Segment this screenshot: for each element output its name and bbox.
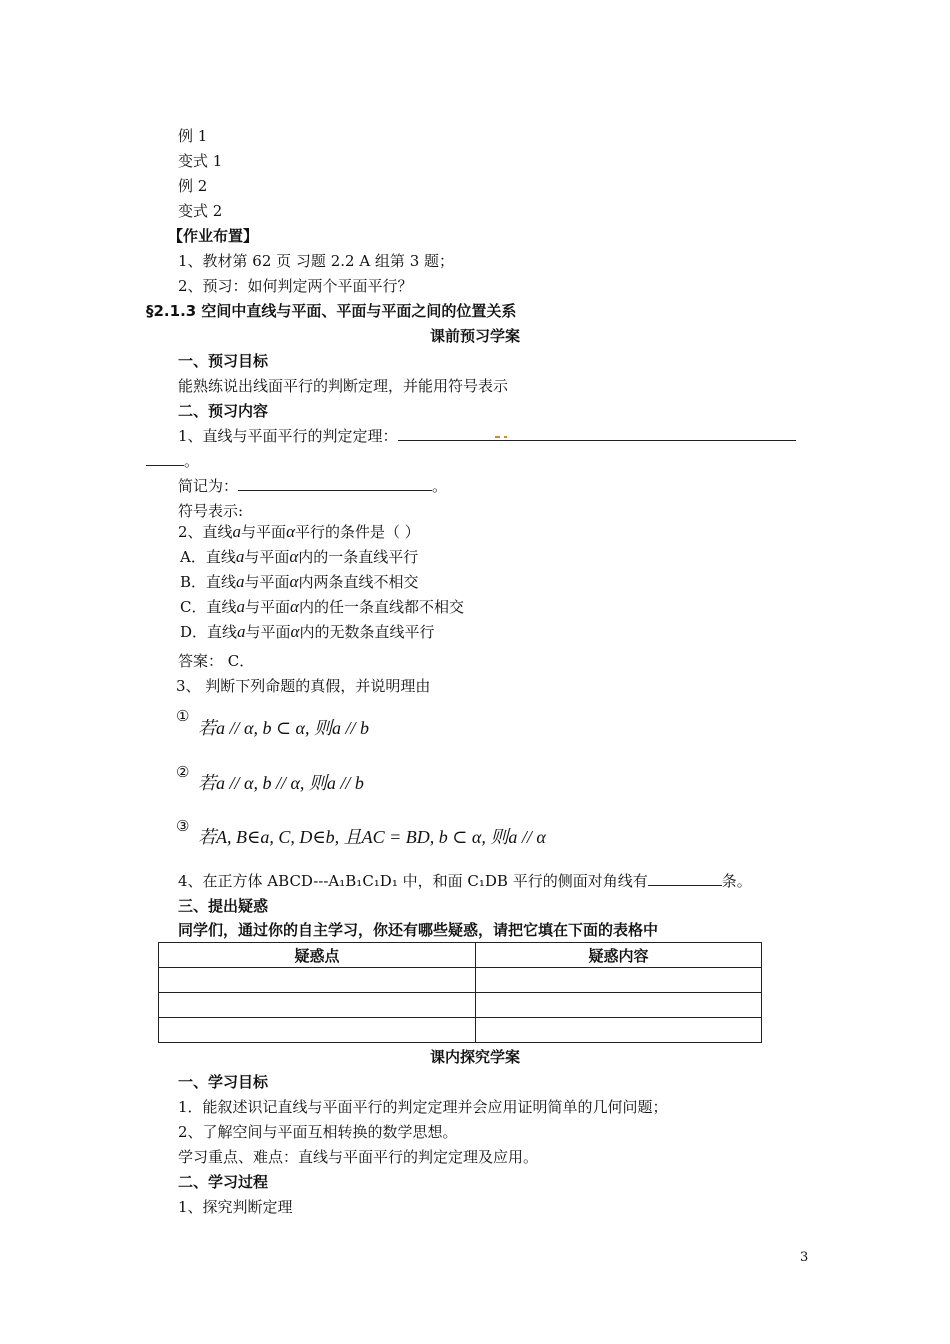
option-d-tail: 内的无数条直线平行 — [299, 623, 435, 641]
table-header-row — [159, 943, 762, 968]
preview-goal-heading: 一、预习目标 — [178, 352, 269, 370]
option-a — [180, 547, 418, 567]
var-alpha: α — [290, 622, 300, 641]
option-c-tail: 内的任一条直线都不相交 — [298, 598, 464, 616]
table-header-doubt-point: 疑惑点 — [159, 943, 476, 968]
var-alpha: α — [289, 572, 299, 591]
example-1: 例 1 — [178, 127, 208, 145]
table-cell[interactable] — [159, 1018, 476, 1043]
homework-item-2: 2、预习：如何判定两个平面平行？ — [178, 277, 413, 295]
answer-line: 答案： C． — [178, 652, 255, 670]
preview-goal-text: 能熟练说出线面平行的判断定理，并能用符号表示 — [178, 377, 509, 395]
proposition-1-formula: 若a // α, b ⊂ α, 则a // b — [198, 718, 369, 738]
option-d — [180, 622, 435, 642]
option-a-tail: 内的一条直线平行 — [298, 548, 419, 566]
question-1 — [178, 426, 796, 446]
answer-blank[interactable] — [146, 451, 184, 466]
q2-part-a: 2、直线 — [178, 523, 233, 541]
option-c-label: C．直线 — [180, 598, 237, 616]
var-a: a — [236, 597, 245, 616]
circled-number-3: ③ — [176, 817, 190, 835]
table-cell[interactable] — [159, 968, 476, 993]
memo-end: 。 — [432, 477, 448, 495]
table-cell[interactable] — [476, 968, 762, 993]
question-3: 3、 判断下列命题的真假，并说明理由 — [176, 677, 431, 695]
table-row — [159, 993, 762, 1018]
learning-process-item-1: 1、探究判断定理 — [178, 1198, 293, 1216]
option-mid: 与平面 — [244, 598, 290, 616]
answer-blank[interactable] — [512, 426, 796, 441]
page-number: 3 — [800, 1250, 809, 1265]
inclass-title: 课内探究学案 — [429, 1048, 520, 1066]
variant-2: 变式 2 — [178, 202, 223, 220]
key-points: 学习重点、难点：直线与平面平行的判定定理及应用。 — [178, 1148, 539, 1166]
option-mid: 与平面 — [244, 573, 290, 591]
learning-goals-heading: 一、学习目标 — [178, 1073, 269, 1091]
var-a: a — [235, 547, 245, 566]
var-a: a — [237, 622, 246, 641]
blank-marks — [492, 426, 512, 441]
question-4-end: 条。 — [721, 872, 752, 890]
circled-number-2: ② — [176, 763, 190, 781]
option-c — [180, 597, 464, 617]
learning-process-heading: 二、学习过程 — [178, 1173, 269, 1191]
question-2 — [178, 522, 420, 542]
table-cell[interactable] — [476, 993, 762, 1018]
homework-item-1: 1、教材第 62 页 习题 2.2 A 组第 3 题； — [178, 252, 455, 270]
doubts-heading: 三、提出疑惑 — [178, 897, 269, 915]
doubts-intro: 同学们，通过你的自主学习，你还有哪些疑惑，请把它填在下面的表格中 — [178, 921, 659, 939]
homework-heading: 【作业布置】 — [168, 227, 259, 245]
table-row — [159, 1018, 762, 1043]
var-a: a — [236, 572, 245, 591]
variant-1: 变式 1 — [178, 152, 223, 170]
proposition-1 — [176, 706, 189, 726]
var-a: a — [232, 522, 242, 541]
option-b-tail: 内两条直线不相交 — [298, 573, 419, 591]
q2-part-c: 平行的条件是（ ） — [295, 523, 420, 541]
proposition-2 — [176, 762, 189, 782]
option-b-label: B．直线 — [180, 573, 237, 591]
option-mid: 与平面 — [245, 623, 291, 641]
question-1-continuation — [146, 451, 199, 471]
section-title: §2.1.3 空间中直线与平面、平面与平面之间的位置关系 — [146, 302, 517, 320]
memo-line — [178, 476, 447, 496]
table-header-doubt-content: 疑惑内容 — [476, 943, 762, 968]
doubts-table — [158, 942, 762, 1043]
answer-blank[interactable] — [398, 426, 492, 441]
option-a-label: A．直线 — [180, 548, 236, 566]
learning-goal-2: 2、了解空间与平面互相转换的数学思想。 — [178, 1123, 458, 1141]
question-1-prefix: 1、直线与平面平行的判定定理： — [178, 427, 398, 445]
question-1-end: 。 — [184, 452, 200, 470]
question-4 — [178, 871, 752, 891]
option-b — [180, 572, 419, 592]
preview-title: 课前预习学案 — [429, 327, 520, 345]
example-2: 例 2 — [178, 177, 208, 195]
preview-content-heading: 二、预习内容 — [178, 402, 269, 420]
circled-number-1: ① — [176, 707, 190, 725]
proposition-2-formula: 若a // α, b // α, 则a // b — [198, 773, 364, 793]
option-mid: 与平面 — [244, 548, 290, 566]
question-4-prefix: 4、在正方体 ABCD---A₁B₁C₁D₁ 中，和面 C₁DB 平行的侧面对角线有 — [178, 872, 648, 890]
table-row — [159, 968, 762, 993]
answer-blank[interactable] — [648, 871, 722, 886]
option-d-label: D．直线 — [180, 623, 238, 641]
learning-goal-1: 1．能叙述识记直线与平面平行的判定定理并会应用证明简单的几何问题； — [178, 1098, 668, 1116]
table-cell[interactable] — [476, 1018, 762, 1043]
symbol-line: 符号表示: — [178, 502, 244, 520]
var-alpha: α — [286, 522, 295, 541]
table-cell[interactable] — [159, 993, 476, 1018]
var-alpha: α — [289, 547, 299, 566]
var-alpha: α — [290, 597, 299, 616]
proposition-3-formula: 若A, B∈a, C, D∈b, 且AC = BD, b ⊂ α, 则a // α — [198, 827, 546, 847]
memo-prefix: 简记为： — [178, 477, 239, 495]
q2-part-b: 与平面 — [241, 523, 287, 541]
answer-blank[interactable] — [238, 476, 432, 491]
proposition-3 — [176, 816, 189, 836]
